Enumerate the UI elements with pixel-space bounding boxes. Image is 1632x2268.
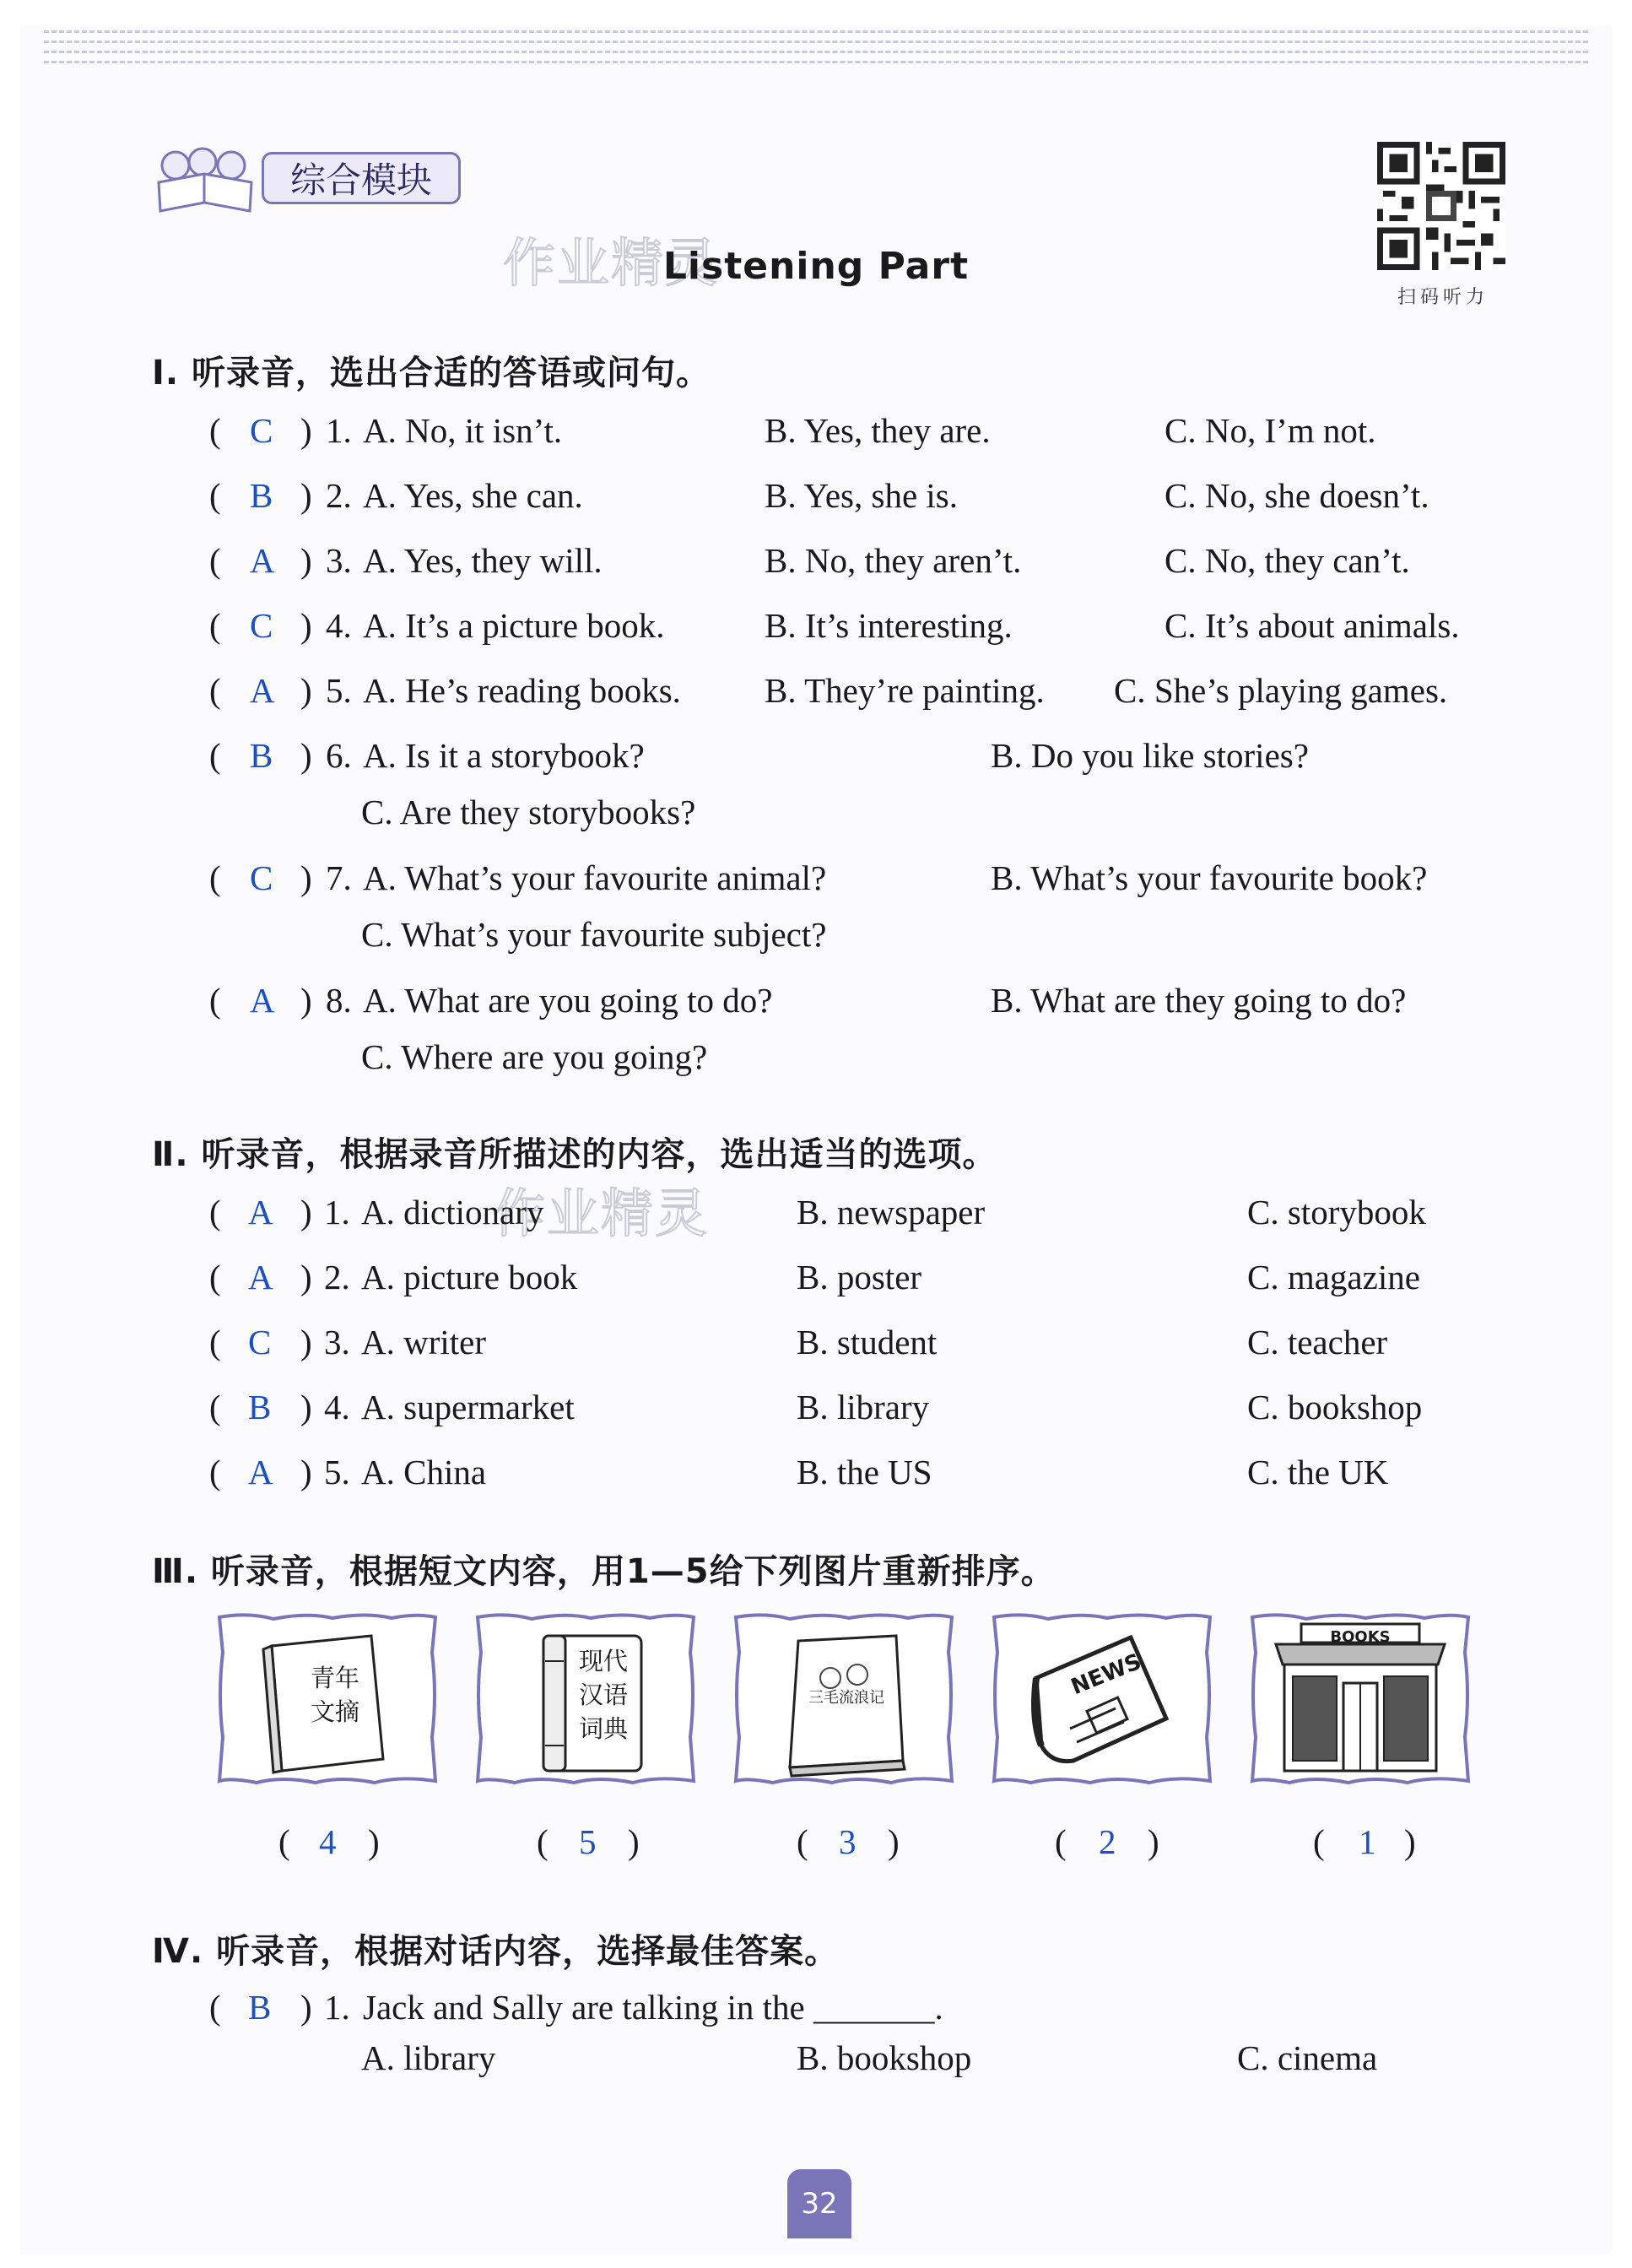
option-b: B. It’s interesting. (765, 606, 1013, 645)
answer[interactable]: B (248, 1388, 272, 1426)
order-answer[interactable]: 4 (319, 1822, 337, 1861)
picture-newspaper (989, 1610, 1215, 1788)
option-b: B. What’s your favourite book? (991, 858, 1428, 897)
item-number: 3. (326, 541, 352, 580)
item-number: 4. (324, 1388, 350, 1426)
order-answer: ( (1055, 1822, 1067, 1861)
option-b: B. Do you like stories? (991, 736, 1309, 775)
answer[interactable]: C (250, 858, 273, 897)
answer[interactable]: C (250, 606, 273, 645)
page-number: 32 (787, 2169, 851, 2238)
option-b: B. Yes, she is. (765, 476, 958, 515)
reading-kids-icon (150, 140, 260, 216)
answer-paren: ( (209, 671, 221, 710)
answer[interactable]: C (250, 411, 273, 450)
item-number: 2. (326, 476, 352, 515)
order-answer[interactable]: 1 (1359, 1822, 1376, 1861)
answer-paren: ) (300, 411, 312, 450)
answer[interactable]: A (250, 981, 275, 1020)
answer-paren: ( (209, 1388, 221, 1426)
answer[interactable]: C (248, 1323, 272, 1361)
item-number: 3. (324, 1323, 350, 1361)
option-c: C. It’s about animals. (1165, 606, 1460, 645)
page-title: Listening Part (662, 245, 970, 288)
answer-paren: ) (300, 736, 312, 775)
answer[interactable]: B (250, 736, 273, 775)
order-answer: ) (1148, 1822, 1159, 1861)
option-b: B. No, they aren’t. (765, 541, 1022, 580)
answer-paren: ) (300, 1453, 312, 1491)
option-a: A. It’s a picture book. (363, 606, 665, 645)
answer[interactable]: B (250, 476, 273, 515)
item-number: 8. (326, 981, 352, 1020)
option-b: B. newspaper (797, 1193, 986, 1231)
item-number: 1. (324, 1988, 350, 2027)
answer-paren: ) (300, 541, 312, 580)
order-answer: ) (628, 1822, 640, 1861)
option-c: C. She’s playing games. (1114, 671, 1448, 710)
item-number: 4. (326, 606, 352, 645)
option-a: A. Yes, they will. (363, 541, 603, 580)
watermark: 作业精灵 (503, 232, 720, 294)
option-c: C. storybook (1247, 1193, 1426, 1231)
order-answer: ) (368, 1822, 380, 1861)
qr-caption: 扫码听力 (1397, 287, 1489, 308)
option-c: C. bookshop (1247, 1388, 1423, 1426)
answer-paren: ) (300, 1258, 312, 1296)
option-a: A. He’s reading books. (363, 671, 681, 710)
module-badge: 综合模块 (262, 152, 461, 204)
option-a: A. What’s your favourite animal? (363, 858, 827, 897)
order-answer: ( (537, 1822, 549, 1861)
answer-paren: ( (209, 981, 221, 1020)
dictionary-title: 现代 汉语 词典 (578, 1647, 628, 1743)
answer-paren: ) (300, 981, 312, 1020)
option-c: C. cinema (1237, 2038, 1378, 2077)
option-c: C. teacher (1247, 1323, 1388, 1361)
option-c: C. the UK (1247, 1453, 1389, 1491)
option-b: B. Yes, they are. (765, 411, 991, 450)
option-b: B. They’re painting. (765, 671, 1045, 710)
watermark: 作业精灵 (493, 1183, 710, 1244)
item-number: 1. (326, 411, 352, 450)
answer-paren: ) (300, 476, 312, 515)
answer-paren: ) (300, 1323, 312, 1361)
option-c: C. No, I’m not. (1165, 411, 1376, 450)
option-a: A. Is it a storybook? (363, 736, 645, 775)
answer-paren: ( (209, 1258, 221, 1296)
option-a: A. Yes, she can. (363, 476, 583, 515)
section-4-heading: Ⅳ. 听录音，根据对话内容，选择最佳答案。 (152, 1932, 840, 1971)
section-3-heading: Ⅲ. 听录音，根据短文内容，用1—5给下列图片重新排序。 (152, 1552, 1056, 1591)
answer-paren: ( (209, 606, 221, 645)
option-b: B. What are they going to do? (991, 981, 1407, 1020)
option-b: B. library (797, 1388, 930, 1426)
answer-paren: ( (209, 736, 221, 775)
answer[interactable]: A (248, 1453, 273, 1491)
magazine-title: 青年 文摘 (310, 1664, 359, 1726)
option-c: C. No, she doesn’t. (1165, 476, 1429, 515)
answer-paren: ) (300, 671, 312, 710)
answer-paren: ( (209, 858, 221, 897)
order-answer[interactable]: 3 (839, 1822, 857, 1861)
answer-paren: ( (209, 1988, 221, 2027)
picture-storybook (731, 1610, 957, 1788)
option-b: B. poster (797, 1258, 922, 1296)
order-answer: ) (888, 1822, 900, 1861)
item-number: 5. (324, 1453, 350, 1491)
option-a: A. supermarket (361, 1388, 575, 1426)
order-answer: ( (1313, 1822, 1325, 1861)
order-answer[interactable]: 2 (1099, 1822, 1116, 1861)
qr-code-icon[interactable] (1377, 142, 1505, 270)
option-c: C. What’s your favourite subject? (361, 915, 827, 954)
section-2-heading: Ⅱ. 听录音，根据录音所描述的内容，选出适当的选项。 (152, 1135, 997, 1174)
option-a: A. writer (361, 1323, 487, 1361)
storybook-title: 三毛流浪记 (808, 1689, 884, 1707)
option-c: C. Where are you going? (361, 1037, 708, 1076)
order-answer: ( (278, 1822, 290, 1861)
item-number: 5. (326, 671, 352, 710)
order-answer: ) (1404, 1822, 1416, 1861)
picture-dictionary (473, 1610, 699, 1788)
order-answer: ( (797, 1822, 808, 1861)
answer-paren: ) (300, 858, 312, 897)
answer-paren: ( (209, 411, 221, 450)
answer[interactable]: A (248, 1193, 273, 1231)
option-c: C. No, they can’t. (1165, 541, 1410, 580)
answer-paren: ( (209, 1323, 221, 1361)
option-a: A. picture book (361, 1258, 578, 1296)
option-b: B. the US (797, 1453, 932, 1491)
top-dashed-line (44, 30, 1588, 33)
answer[interactable]: A (250, 671, 275, 710)
option-c: C. Are they storybooks? (361, 793, 696, 831)
answer-paren: ) (300, 1988, 312, 2027)
item-number: 2. (324, 1258, 350, 1296)
option-c: C. magazine (1247, 1258, 1420, 1296)
answer-paren: ) (300, 1193, 312, 1231)
answer-paren: ( (209, 1453, 221, 1491)
answer[interactable]: A (248, 1258, 273, 1296)
option-a: A. China (361, 1453, 487, 1491)
answer[interactable]: B (248, 1988, 272, 2027)
answer[interactable]: A (250, 541, 275, 580)
order-answer[interactable]: 5 (579, 1822, 597, 1861)
option-a: A. library (361, 2038, 496, 2077)
answer-paren: ) (300, 606, 312, 645)
answer-paren: ( (209, 541, 221, 580)
option-b: B. student (797, 1323, 938, 1361)
answer-paren: ) (300, 1388, 312, 1426)
item-number: 6. (326, 736, 352, 775)
option-a: A. No, it isn’t. (363, 411, 563, 450)
bookshop-sign: BOOKS (1330, 1628, 1391, 1646)
section-1-heading: Ⅰ. 听录音，选出合适的答语或问句。 (152, 354, 711, 392)
top-dashed-line (44, 51, 1588, 53)
top-dashed-line (44, 61, 1588, 63)
option-b: B. bookshop (797, 2038, 972, 2077)
answer-paren: ( (209, 476, 221, 515)
question-stem: Jack and Sally are talking in the _______. (363, 1988, 943, 2027)
picture-magazine (214, 1610, 440, 1788)
option-a: A. What are you going to do? (363, 981, 773, 1020)
answer-paren: ( (209, 1193, 221, 1231)
picture-bookshop (1247, 1610, 1473, 1788)
option-a: A. dictionary (361, 1193, 544, 1231)
item-number: 7. (326, 858, 352, 897)
newspaper-title: NEWS (1067, 1648, 1145, 1701)
top-dashed-line (44, 41, 1588, 43)
item-number: 1. (324, 1193, 350, 1231)
